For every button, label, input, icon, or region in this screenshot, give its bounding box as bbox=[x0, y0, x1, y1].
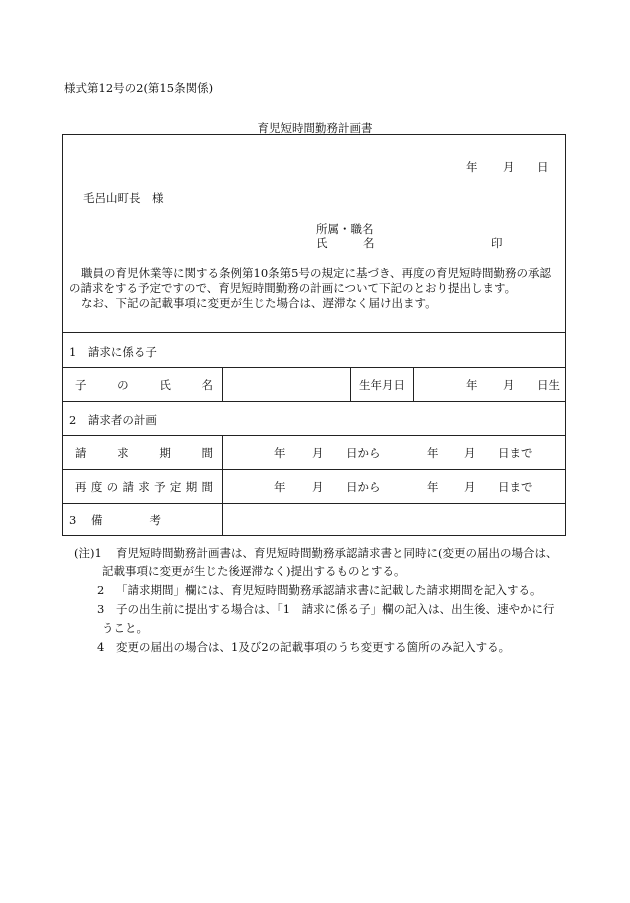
child-name-field[interactable] bbox=[222, 367, 350, 401]
re-period-char: 予 bbox=[154, 480, 166, 494]
child-name-label bbox=[75, 378, 213, 392]
body-line-3: なお、下記の記載事項に変更が生じた場合は、遅滞なく届け出ます。 bbox=[81, 296, 437, 310]
child-name-char: 名 bbox=[201, 378, 213, 392]
period-to-year: 年 bbox=[427, 446, 439, 460]
remarks-char: 備 bbox=[91, 513, 103, 527]
re-period-to-year: 年 bbox=[427, 480, 439, 494]
remarks-label bbox=[91, 513, 161, 527]
section3-number: 3 bbox=[69, 513, 77, 527]
note-3-line-2: うこと。 bbox=[102, 621, 148, 635]
section1-heading: 1 請求に係る子 bbox=[69, 345, 157, 359]
note-4-number: 4 bbox=[97, 640, 105, 654]
affiliation-label: 所属・職名 bbox=[316, 222, 374, 236]
re-period-char: 度 bbox=[90, 480, 103, 494]
note-4-text: 変更の届出の場合は、1及び2の記載事項のうち変更する箇所のみ記入する。 bbox=[116, 640, 511, 654]
child-name-char: 氏 bbox=[159, 378, 171, 392]
period-to-day: 日まで bbox=[498, 446, 533, 460]
re-period-from-day: 日から bbox=[346, 480, 381, 494]
rule bbox=[63, 401, 565, 402]
period-char: 求 bbox=[117, 446, 129, 460]
name-label-2: 名 bbox=[363, 236, 375, 250]
section2-heading: 2 請求者の計画 bbox=[69, 413, 157, 427]
note-prefix: (注)1 bbox=[74, 546, 102, 560]
birth-day-label: 日生 bbox=[537, 378, 560, 392]
note-2-number: 2 bbox=[97, 583, 105, 597]
remarks-field[interactable] bbox=[222, 503, 566, 536]
re-request-period-label bbox=[75, 480, 213, 494]
form-number: 様式第12号の2(第15条関係) bbox=[64, 81, 214, 95]
period-char: 請 bbox=[75, 446, 87, 460]
note-1-line-1: 育児短時間勤務計画書は、育児短時間勤務承認請求書と同時に(変更の届出の場合は、 bbox=[116, 546, 558, 560]
birth-year-label: 年 bbox=[466, 378, 478, 392]
rule bbox=[63, 332, 565, 333]
body-line-1: 職員の育児休業等に関する条例第10条第5号の規定に基づき、再度の育児短時間勤務の承認 bbox=[81, 266, 551, 280]
form-table bbox=[62, 134, 566, 536]
date-day-label: 日 bbox=[537, 160, 549, 174]
re-period-from-year: 年 bbox=[274, 480, 286, 494]
period-char: 期 bbox=[159, 446, 171, 460]
child-name-char: の bbox=[117, 378, 129, 392]
re-period-char: 請 bbox=[122, 480, 134, 494]
remarks-char: 考 bbox=[149, 513, 161, 527]
addressee: 毛呂山町長 様 bbox=[83, 191, 164, 205]
re-period-char: 再 bbox=[75, 480, 87, 494]
re-period-char: 定 bbox=[169, 480, 182, 494]
period-from-month: 月 bbox=[312, 446, 324, 460]
rule bbox=[350, 367, 351, 401]
note-1-line-2: 記載事項に変更が生じた後遅滞なく)提出するものとする。 bbox=[102, 564, 406, 578]
period-from-year: 年 bbox=[274, 446, 286, 460]
birth-month-label: 月 bbox=[503, 378, 515, 392]
document-title: 育児短時間勤務計画書 bbox=[257, 121, 373, 135]
date-year-label: 年 bbox=[466, 160, 478, 174]
seal-mark: 印 bbox=[491, 236, 503, 250]
re-period-char: 間 bbox=[201, 480, 213, 494]
period-char: 間 bbox=[201, 446, 213, 460]
re-period-from-month: 月 bbox=[312, 480, 324, 494]
body-line-2: の請求をする予定ですので、育児短時間勤務の計画について下記のとおり提出します。 bbox=[69, 281, 517, 295]
date-month-label: 月 bbox=[503, 160, 515, 174]
re-period-to-month: 月 bbox=[464, 480, 476, 494]
re-period-to-day: 日まで bbox=[498, 480, 533, 494]
child-name-char: 子 bbox=[75, 378, 87, 392]
re-period-char: 期 bbox=[185, 480, 198, 494]
request-period-label bbox=[75, 446, 213, 460]
name-label-1: 氏 bbox=[316, 236, 328, 250]
period-from-day: 日から bbox=[346, 446, 381, 460]
note-2-text: 「請求期間」欄には、育児短時間勤務承認請求書に記載した請求期間を記入する。 bbox=[116, 583, 542, 597]
re-period-char: の bbox=[106, 480, 119, 494]
birth-date-label: 生年月日 bbox=[359, 378, 405, 392]
note-3-number: 3 bbox=[97, 602, 105, 616]
period-to-month: 月 bbox=[464, 446, 476, 460]
note-3-line-1: 子の出生前に提出する場合は、「1 請求に係る子」欄の記入は、出生後、速やかに行 bbox=[116, 602, 555, 616]
re-period-char: 求 bbox=[138, 480, 150, 494]
